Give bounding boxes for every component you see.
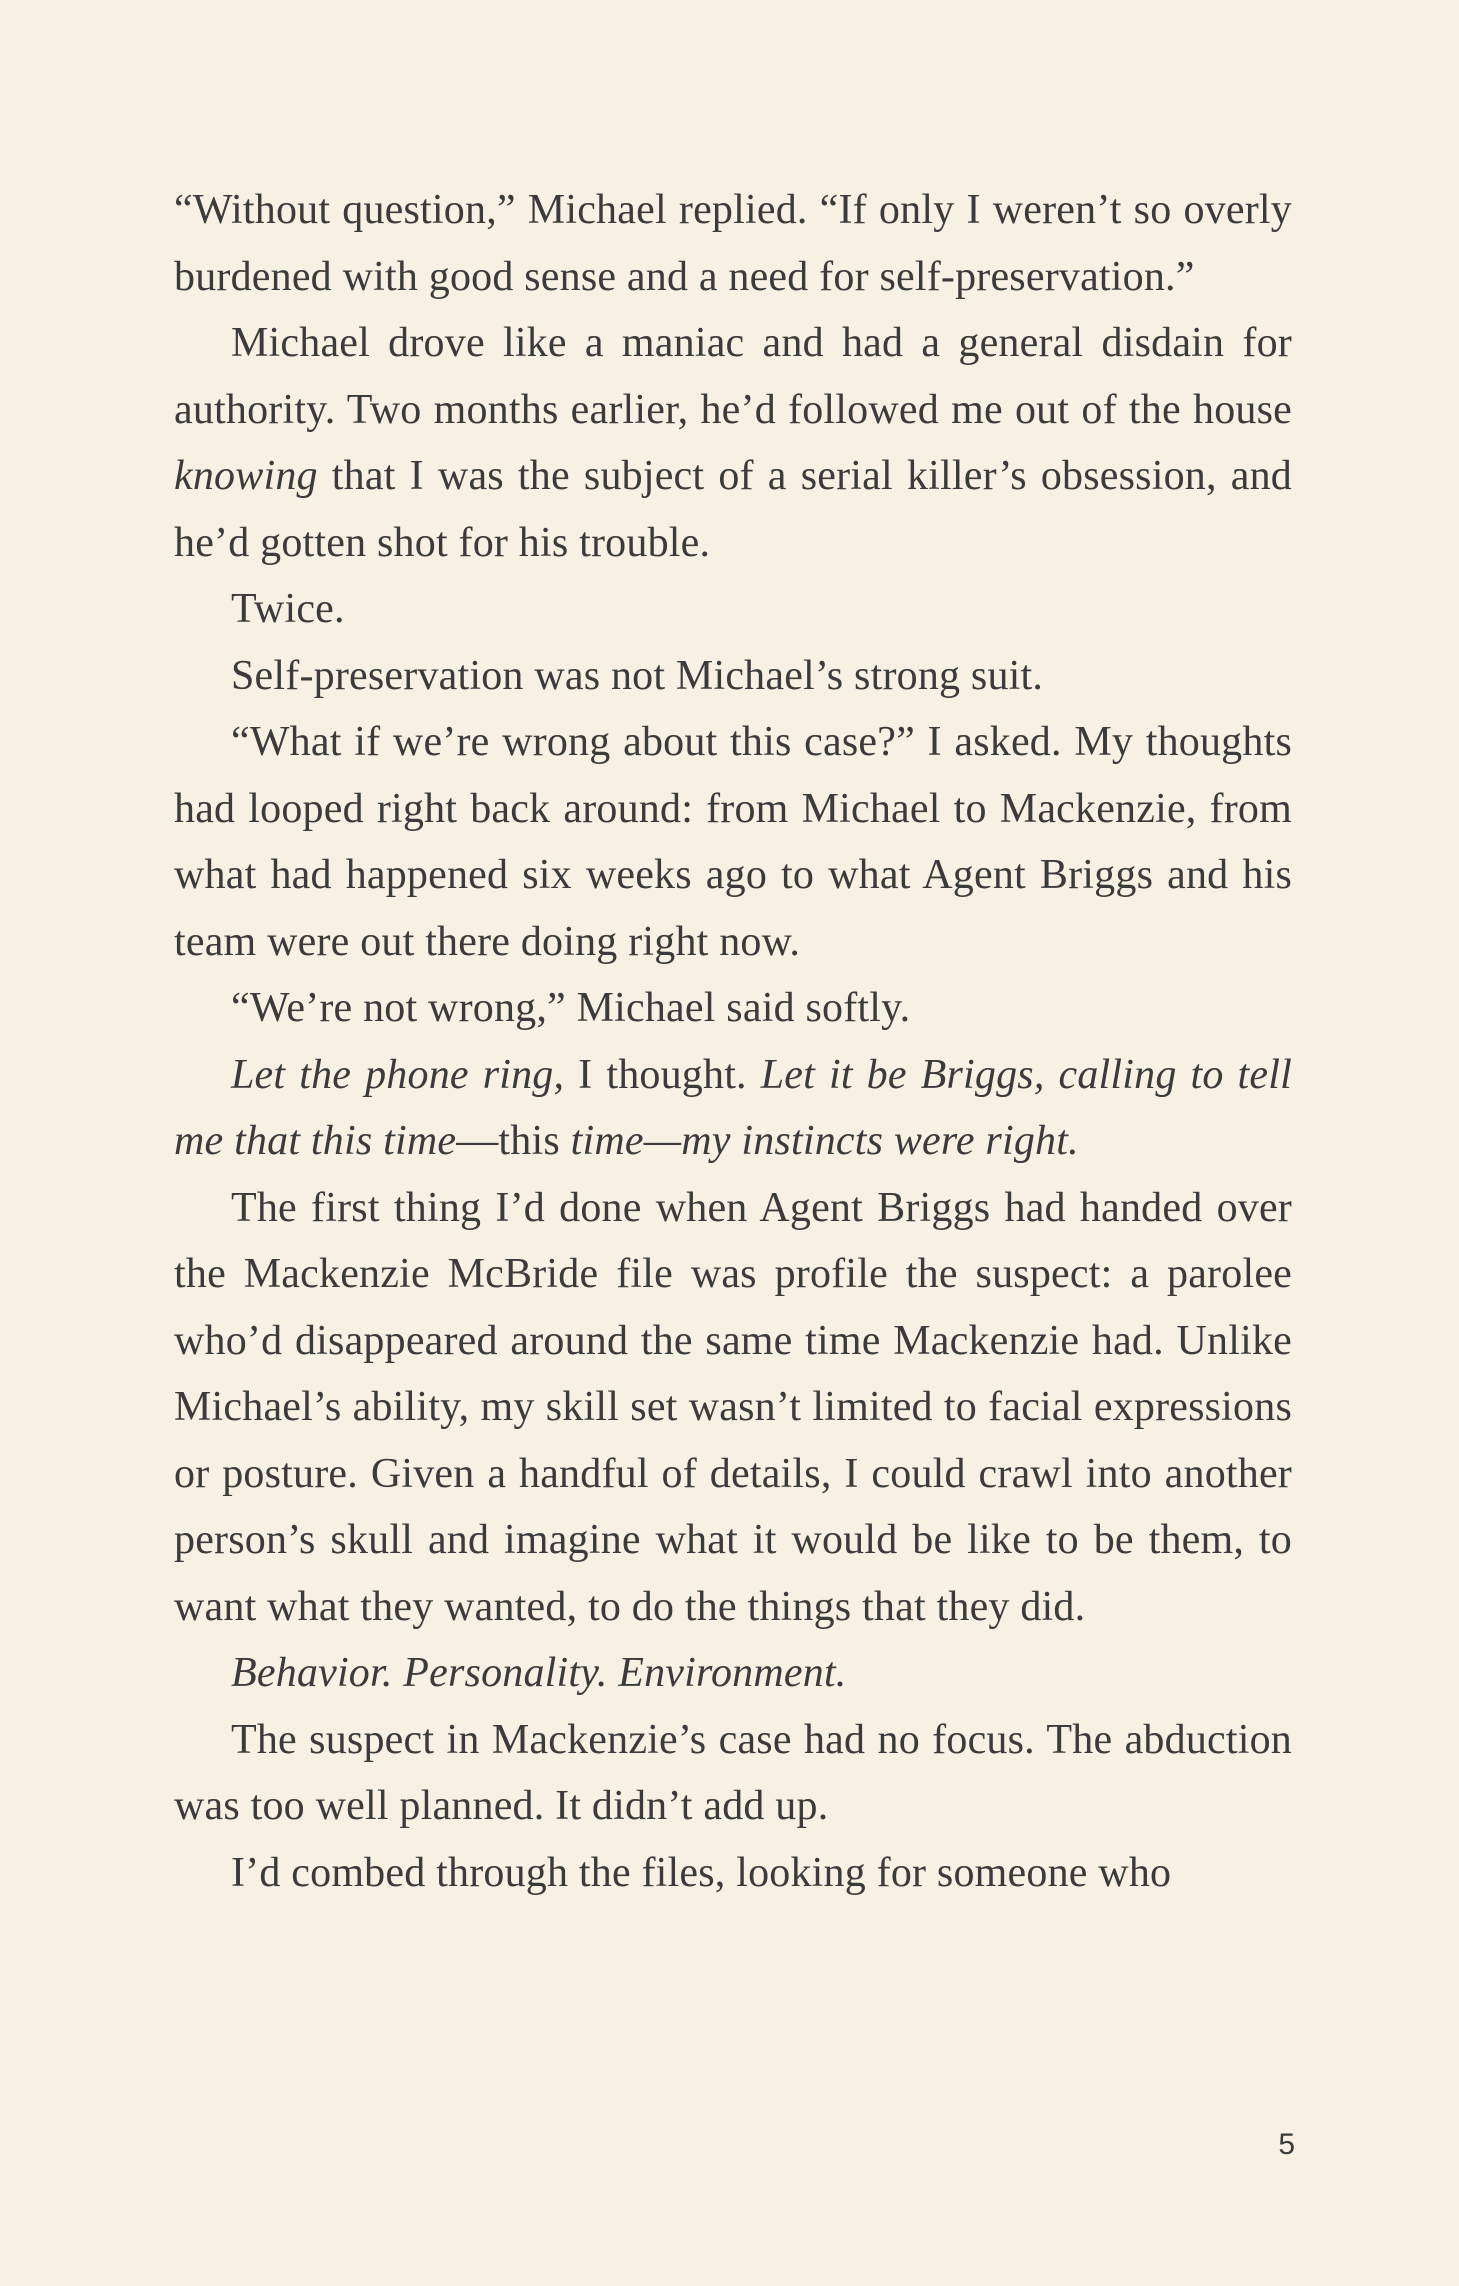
italic-text: Let the phone ring, <box>231 1051 565 1098</box>
text-run: The suspect in Mackenzie’s case had no focus. The abduction was too well planned. It didn’t add up. <box>174 1716 1292 1829</box>
italic-text: time—my instincts were right. <box>570 1118 1079 1164</box>
text-run: Self-preservation was not Michael’s strong suit. <box>231 652 1044 699</box>
paragraph <box>174 310 1292 576</box>
text-run: “Without question,” Michael replied. “If only I weren’t so overly burdened with good sense and a need for self-preservation.” <box>174 187 1292 300</box>
paragraph <box>174 177 1292 310</box>
italic-text: knowing <box>174 453 318 499</box>
paragraph <box>174 576 1292 643</box>
paragraph <box>174 1042 1292 1175</box>
italic-text: Let it be Briggs, calling to tell me that this time <box>174 1051 1292 1164</box>
italic-text: Behavior. Personality. Environment. <box>231 1650 847 1696</box>
paragraph <box>174 1707 1292 1840</box>
paragraph <box>174 709 1292 975</box>
text-run: Twice. <box>231 586 345 632</box>
paragraph <box>174 643 1292 710</box>
paragraph <box>174 1175 1292 1641</box>
paragraph <box>174 1640 1292 1707</box>
text-run: I thought. <box>564 1051 761 1098</box>
text-run: “We’re not wrong,” Michael said softly. <box>231 985 911 1031</box>
text-run: “What if we’re wrong about this case?” I asked. My thoughts had looped right back around: from Michael to Mackenzie, from what had happened six weeks ago to what Agent Briggs and his team were out there doing right now. <box>174 719 1292 965</box>
paragraph <box>174 975 1292 1042</box>
text-run: I’d combed through the files, looking for someone who <box>231 1849 1172 1896</box>
paragraph <box>174 1840 1292 1907</box>
text-run: The first thing I’d done when Agent Briggs had handed over the Mackenzie McBride file was profile the suspect: a parolee who’d disappeared around the same time Mackenzie had. Unlike Michael’s ability, my skill set wasn’t limited to facial expressions or posture. Given a handful of details, I could crawl into another person’s skull and imagine what it would be like to be them, to want what they wanted, to do the things that they did. <box>174 1184 1292 1630</box>
text-run: Michael drove like a maniac and had a general disdain for authority. Two months earlier, he’d followed me out of the house <box>174 320 1292 433</box>
body-text <box>174 177 1292 1906</box>
page-number: 5 <box>1278 2128 1295 2161</box>
text-run: —this <box>456 1118 571 1164</box>
text-run: that I was the subject of a serial killer’s obsession, and he’d gotten shot for his trouble. <box>174 453 1292 566</box>
